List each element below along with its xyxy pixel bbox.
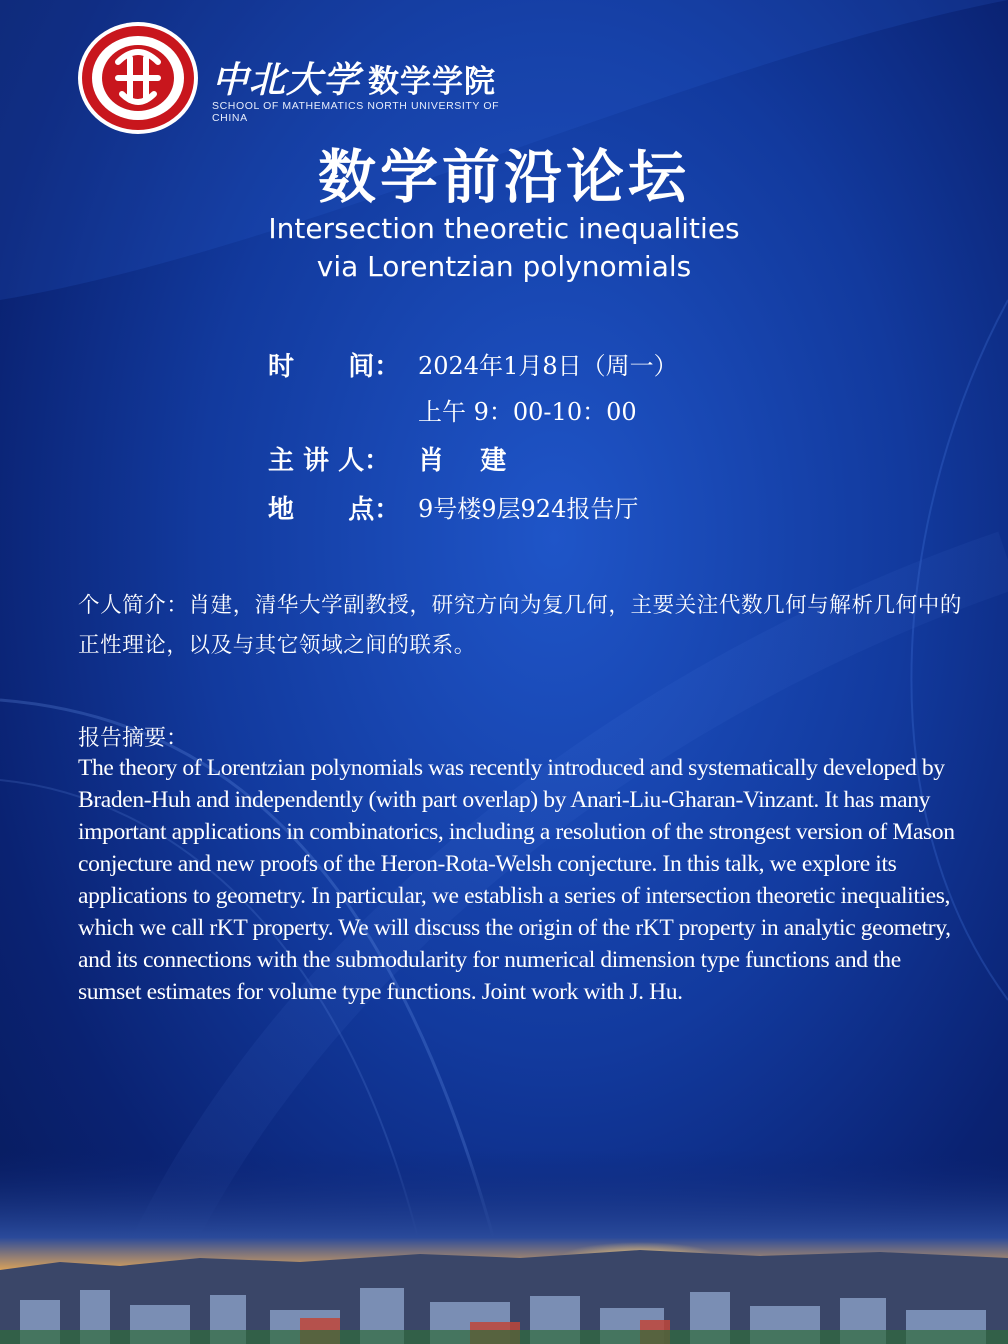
abstract-label: 报告摘要： bbox=[78, 726, 189, 751]
date-value: 2024年1月8日（周一） bbox=[418, 352, 678, 380]
department-english-name: SCHOOL OF MATHEMATICS NORTH UNIVERSITY OF CHINA bbox=[212, 100, 500, 124]
forum-title: 数学前沿论坛 bbox=[317, 143, 690, 211]
talk-title-line-1: Intersection theoretic inequalities bbox=[268, 212, 740, 245]
speaker-label: 主 讲 人： bbox=[268, 446, 391, 476]
talk-title-line-2: via Lorentzian polynomials bbox=[316, 250, 692, 283]
location-value: 9号楼9层924报告厅 bbox=[418, 495, 639, 523]
university-seal-icon bbox=[78, 22, 198, 134]
location-label: 地 点： bbox=[268, 495, 401, 525]
department-name: 数学学院 bbox=[368, 64, 496, 100]
campus-skyline-image bbox=[0, 1150, 1008, 1344]
time-label: 时 间： bbox=[268, 352, 401, 382]
speaker-name: 肖 建 bbox=[418, 446, 507, 476]
abstract-text: The theory of Lorentzian polynomials was recently introduced and systematically developed by Braden-Huh and independently (with part overlap) by Anari-Liu-Gharan-Vinzant. It has many important applications in combinatorics, including a resolution of the strongest version of Mason conjecture and new proofs of the Heron-Rota-Welsh conjecture. In this talk, we explore its applications to geometry. In particular, we establish a series of intersection theoretic inequalities, which we call rKT property. We will discuss the origin of the rKT property in analytic geometry, and its connections with the submodularity for numerical dimension type functions and the sumset estimates for volume type functions. Joint work with J. Hu. bbox=[78, 755, 955, 1005]
speaker-bio: 个人简介：肖建，清华大学副教授，研究方向为复几何，主要关注代数几何与解析几何中的正性理论，以及与其它领域之间的联系。 bbox=[78, 593, 963, 658]
school-logo-block bbox=[78, 22, 538, 134]
university-calligraphy-name: 中北大学 bbox=[212, 59, 361, 101]
time-range-value: 上午 9：00-10：00 bbox=[418, 398, 637, 426]
